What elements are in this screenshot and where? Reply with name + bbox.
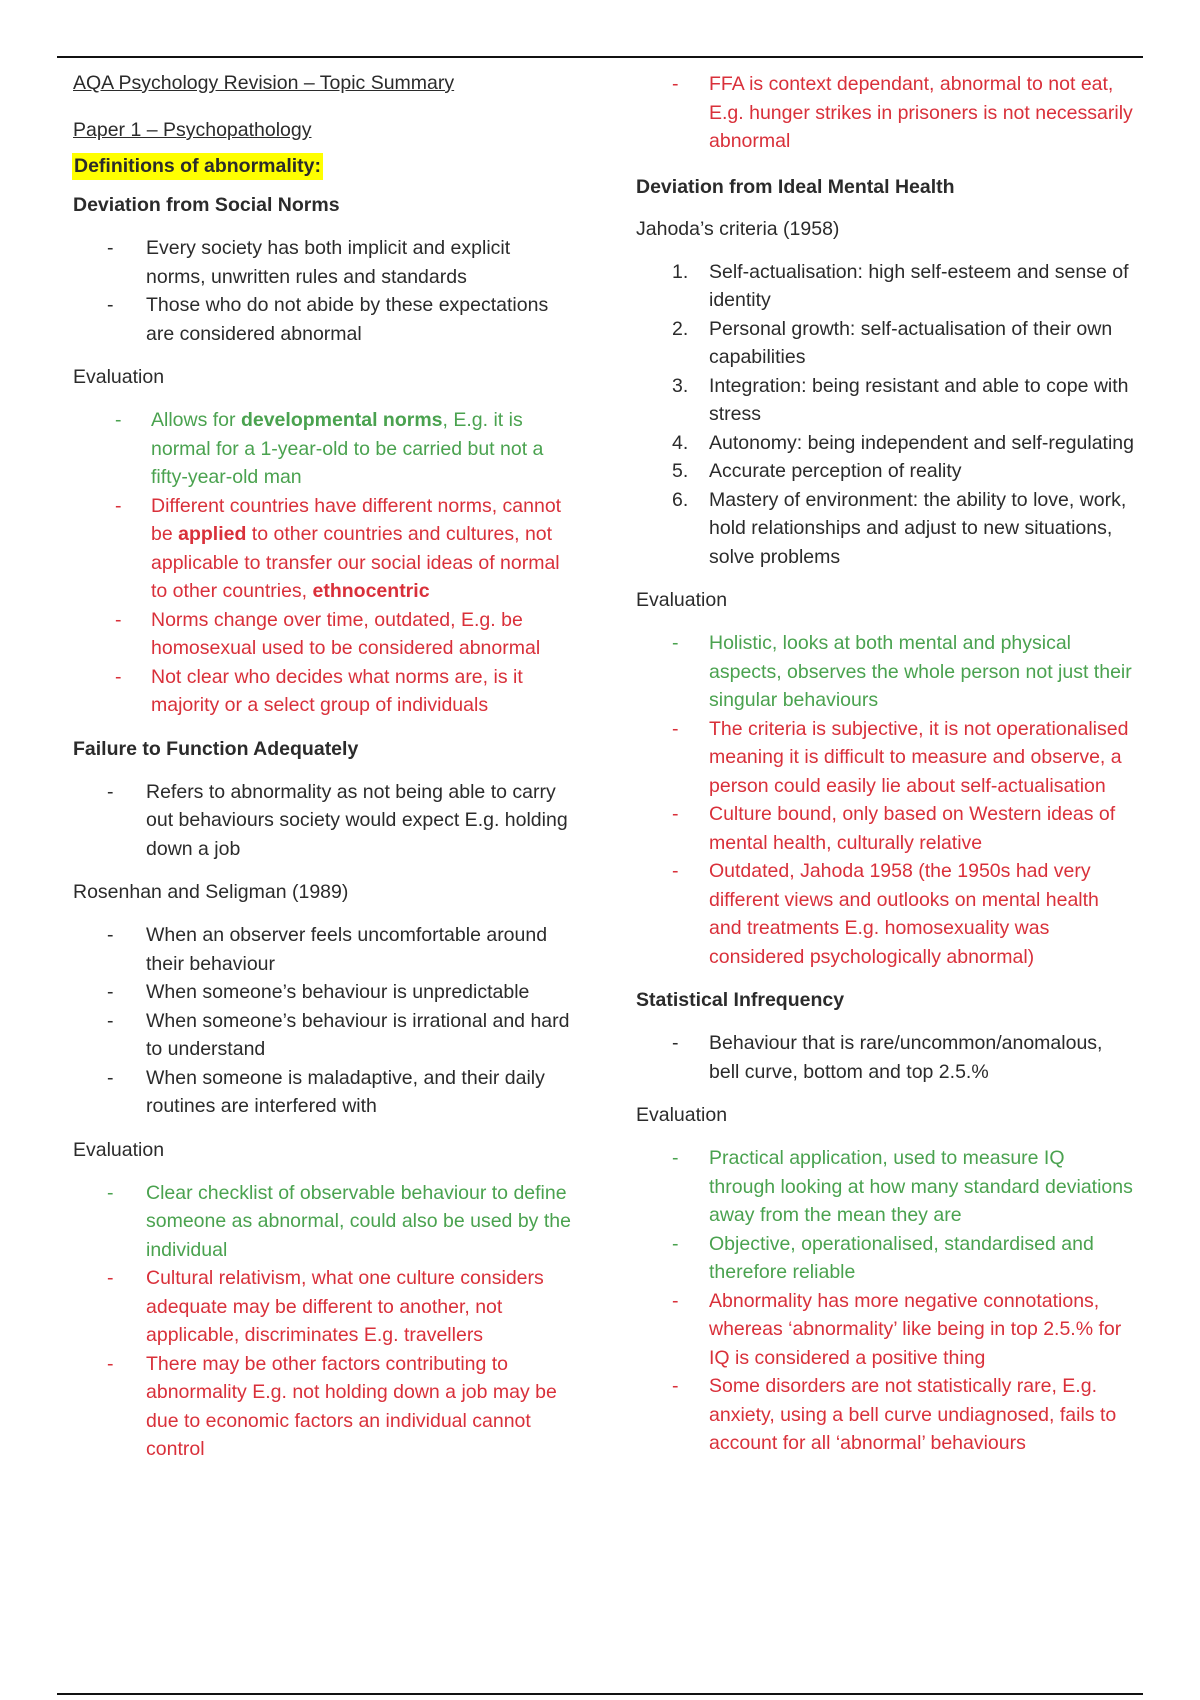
stat-points (636, 1029, 1134, 1086)
top-rule (57, 56, 1143, 58)
list-item: - Refers to abnormality as not being able to carry out behaviours society would expect E.g. holding down a job (107, 780, 568, 860)
list-item: - When an observer feels uncomfortable around their behaviour (107, 924, 548, 975)
heading-ffa: Failure to Function Adequately (73, 737, 359, 760)
list-item: - Cultural relativism, what one culture considers adequate may be different to another, not applicable, discriminates E.g. travellers (107, 1267, 544, 1346)
list-item: - When someone is maladaptive, and their daily routines are interfered with (107, 1066, 545, 1117)
list-item: - Those who do not abide by these expectations are considered abnormal (107, 294, 549, 345)
list-item: 4. Autonomy: being independent and self-regulating (672, 431, 1134, 454)
list-item: - The criteria is subjective, it is not operationalised meaning it is difficult to measure and observe, a person could easily lie about self-actualisation (672, 717, 1129, 797)
bottom-rule (57, 1693, 1143, 1695)
list-item: - Allows for developmental norms, E.g. it is normal for a 1-year-old to be carried but not a fifty-year-old man (115, 409, 544, 488)
rosenhan-subheading: Rosenhan and Seligman (1989) (73, 881, 349, 903)
list-item: - Some disorders are not statistically rare, E.g. anxiety, using a bell curve undiagnosed, fails to account for all ‘abnormal’ behaviours (672, 1375, 1117, 1454)
document-title: AQA Psychology Revision – Topic Summary (73, 72, 455, 94)
list-item: - Clear checklist of observable behaviour to define someone as abnormal, could also be used by the individual (107, 1181, 571, 1261)
left-column (73, 70, 573, 1480)
list-item: - Practical application, used to measure IQ through looking at how many standard deviations away from the mean they are (672, 1147, 1133, 1226)
stat-evaluation (636, 1144, 1134, 1458)
evaluation-label: Evaluation (73, 366, 165, 388)
list-item: - When someone’s behaviour is irrational and hard to understand (107, 1009, 570, 1060)
ffa-continued (636, 70, 1134, 156)
ffa-points (73, 778, 573, 864)
list-item: - There may be other factors contributing to abnormality E.g. not holding down a job may be due to economic factors an individual cannot control (107, 1352, 557, 1460)
list-item: 6. Mastery of environment: the ability to love, work, hold relationships and adjust to new situations, solve problems (672, 488, 1127, 568)
right-column (636, 70, 1134, 1474)
ffa-evaluation (73, 1179, 573, 1464)
paper-title: Paper 1 – Psychopathology (73, 119, 312, 141)
list-item: - Objective, operationalised, standardised and therefore reliable (672, 1232, 1094, 1283)
list-item: - Culture bound, only based on Western ideas of mental health, culturally relative (672, 803, 1116, 854)
ideal-evaluation (636, 629, 1134, 971)
list-item: - Behaviour that is rare/uncommon/anomalous, bell curve, bottom and top 2.5.% (672, 1032, 1103, 1083)
list-item: 3. Integration: being resistant and able to cope with stress (672, 374, 1129, 425)
list-item: - FFA is context dependant, abnormal to not eat, E.g. hunger strikes in prisoners is not necessarily abnormal (672, 73, 1133, 152)
heading-social-norms: Deviation from Social Norms (73, 194, 340, 216)
jahoda-subheading: Jahoda’s criteria (1958) (636, 217, 840, 240)
evaluation-label: Evaluation (636, 1104, 728, 1126)
list-item: - Not clear who decides what norms are, is it majority or a select group of individuals (115, 665, 523, 716)
list-item: - Outdated, Jahoda 1958 (the 1950s had very different views and outlooks on mental health and treatments E.g. homosexuality was considered psychologically abnormal) (672, 860, 1099, 968)
list-item: 5. Accurate perception of reality (672, 460, 962, 482)
evaluation-label: Evaluation (73, 1138, 165, 1161)
heading-ideal-mental-health: Deviation from Ideal Mental Health (636, 175, 955, 198)
list-item: - Norms change over time, outdated, E.g. be homosexual used to be considered abnormal (115, 608, 541, 659)
evaluation-label: Evaluation (636, 589, 728, 611)
list-item: - Abnormality has more negative connotations, whereas ‘abnormality’ like being in top 2.5.% for IQ is considered a positive thing (672, 1289, 1122, 1369)
list-item: - When someone’s behaviour is unpredictable (107, 981, 530, 1003)
jahoda-criteria (636, 258, 1134, 572)
list-item: 1. Self-actualisation: high self-esteem and sense of identity (672, 260, 1129, 311)
list-item: - Different countries have different norms, cannot be applied to other countries and cultures, not applicable to transfer our social ideas of normal to other countries, ethnocentric (115, 494, 562, 602)
list-item: 2. Personal growth: self-actualisation of their own capabilities (672, 317, 1113, 368)
heading-statistical-infrequency: Statistical Infrequency (636, 989, 845, 1011)
social-norms-points (73, 234, 573, 348)
list-item: - Holistic, looks at both mental and physical aspects, observes the whole person not just their singular behaviours (672, 632, 1132, 711)
social-norms-evaluation (73, 406, 573, 720)
section-highlight-heading: Definitions of abnormality: (72, 153, 323, 180)
rosenhan-points (73, 921, 573, 1121)
list-item: - Every society has both implicit and explicit norms, unwritten rules and standards (107, 237, 511, 288)
